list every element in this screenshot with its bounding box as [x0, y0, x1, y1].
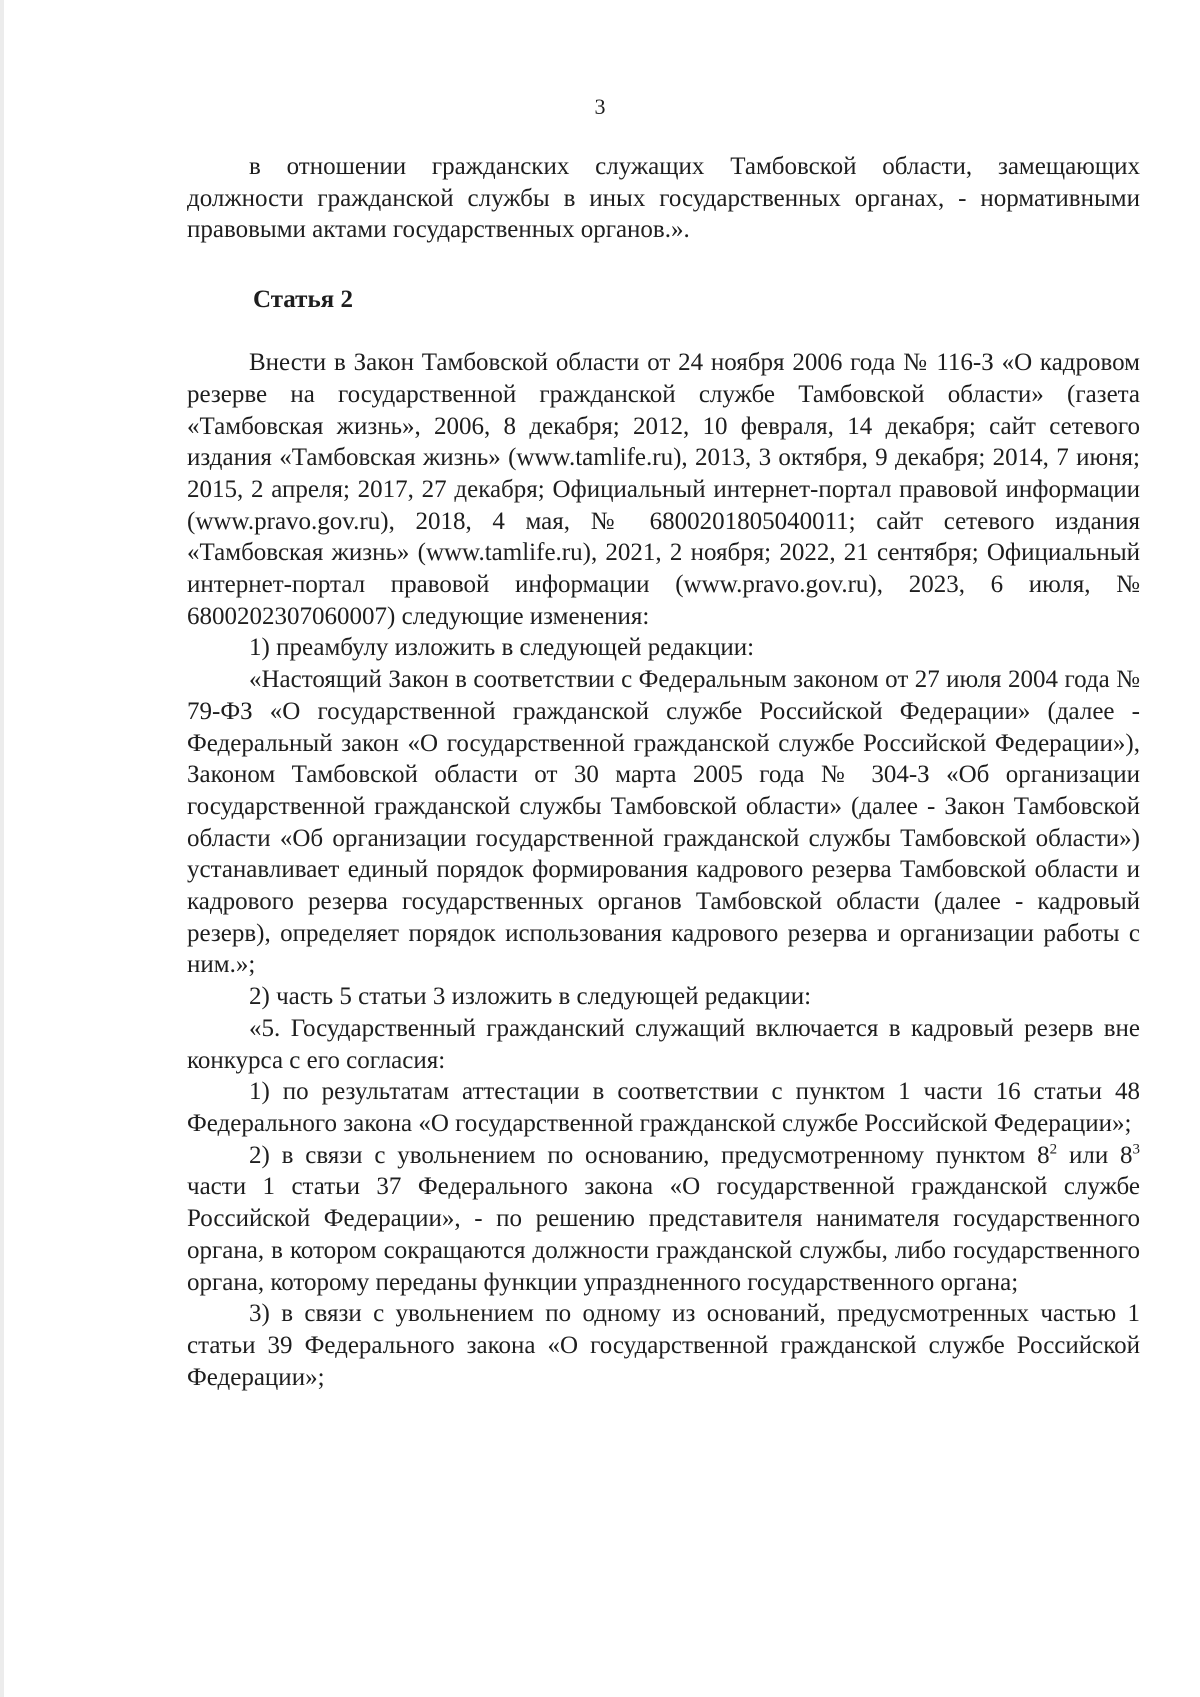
- superscript-2: 2: [1049, 1141, 1058, 1158]
- paragraph-part-5: «5. Государственный гражданский служащий включается в кадровый резерв вне конкурса с его согласия:: [187, 1014, 1140, 1074]
- scan-edge: [0, 0, 4, 1697]
- paragraph-subitem-2: [187, 1140, 1140, 1299]
- page-number: 3: [594, 94, 606, 119]
- paragraph-continuation: в отношении гражданских служащих Тамбовской области, замещающих должности гражданской службы в иных государственных органах, - нормативными правовыми актами государственных органов.».: [187, 153, 1140, 244]
- paragraph-amendment-intro: Внести в Закон Тамбовской области от 24 ноября 2006 года № 116-З «О кадровом резерве на государственной гражданской службе Тамбовской области» (газета «Тамбовская жизнь», 2006, 8 декабря; 2012, 10 февраля, 14 декабря; сайт сетевого издания «Тамбовская жизнь» (www.tamlife.ru), 2013, 3 октября, 9 декабря; 2014, 7 июня; 2015, 2 апреля; 2017, 27 декабря; Официальный интернет-портал правовой информации (www.pravo.gov.ru), 2018, 4 мая, № 6800201805040011; сайт сетевого издания «Тамбовская жизнь» (www.tamlife.ru), 2021, 2 ноября; 2022, 21 сентября; Официальный интернет-портал правовой информации (www.pravo.gov.ru), 2023, 6 июля, № 6800202307060007) следующие изменения:: [187, 349, 1140, 630]
- paragraph-subitem-1: 1) по результатам аттестации в соответствии с пунктом 1 части 16 статьи 48 Федерального закона «О государственной гражданской службе Российской Федерации»;: [187, 1078, 1140, 1137]
- document-body: [187, 151, 1140, 1393]
- paragraph-preamble-text: «Настоящий Закон в соответствии с Федеральным законом от 27 июля 2004 года № 79-ФЗ «О государственной гражданской службе Российской Федерации» (далее - Федеральный закон «О государственной гражданской службе Российской Федерации»), Законом Тамбовской области от 30 марта 2005 года № 304-З «Об организации государственной гражданской службы Тамбовской области» (далее - Закон Тамбовской области «Об организации государственной гражданской службы Тамбовской области») устанавливает единый порядок формирования кадрового резерва Тамбовской области и кадрового резерва государственных органов Тамбовской области (далее - кадровый резерв), определяет порядок использования кадрового резерва и организации работы с ним.»;: [187, 666, 1140, 979]
- article-heading: Статья 2: [253, 286, 353, 314]
- superscript-3: 3: [1132, 1141, 1140, 1158]
- subitem-2-text-a: 2) в связи с увольнением по основанию, предусмотренному пунктом 8: [249, 1141, 1050, 1169]
- paragraph-subitem-3: 3) в связи с увольнением по одному из оснований, предусмотренных частью 1 статьи 39 Федерального закона «О государственной гражданской службе Российской Федерации»;: [187, 1300, 1140, 1391]
- subitem-2-text-c: части 1 статьи 37 Федерального закона «О государственной гражданской службе Российской Федерации», - по решению представителя нанимателя государственного органа, в котором сокращаются должности гражданской службы, либо государственного органа, которому переданы функции упраздненного государственного органа;: [187, 1173, 1140, 1296]
- subitem-2-text-b: или 8: [1057, 1141, 1133, 1169]
- paragraph-item-2: 2) часть 5 статьи 3 изложить в следующей редакции:: [249, 983, 812, 1011]
- paragraph-item-1: 1) преамбулу изложить в следующей редакции:: [249, 634, 755, 662]
